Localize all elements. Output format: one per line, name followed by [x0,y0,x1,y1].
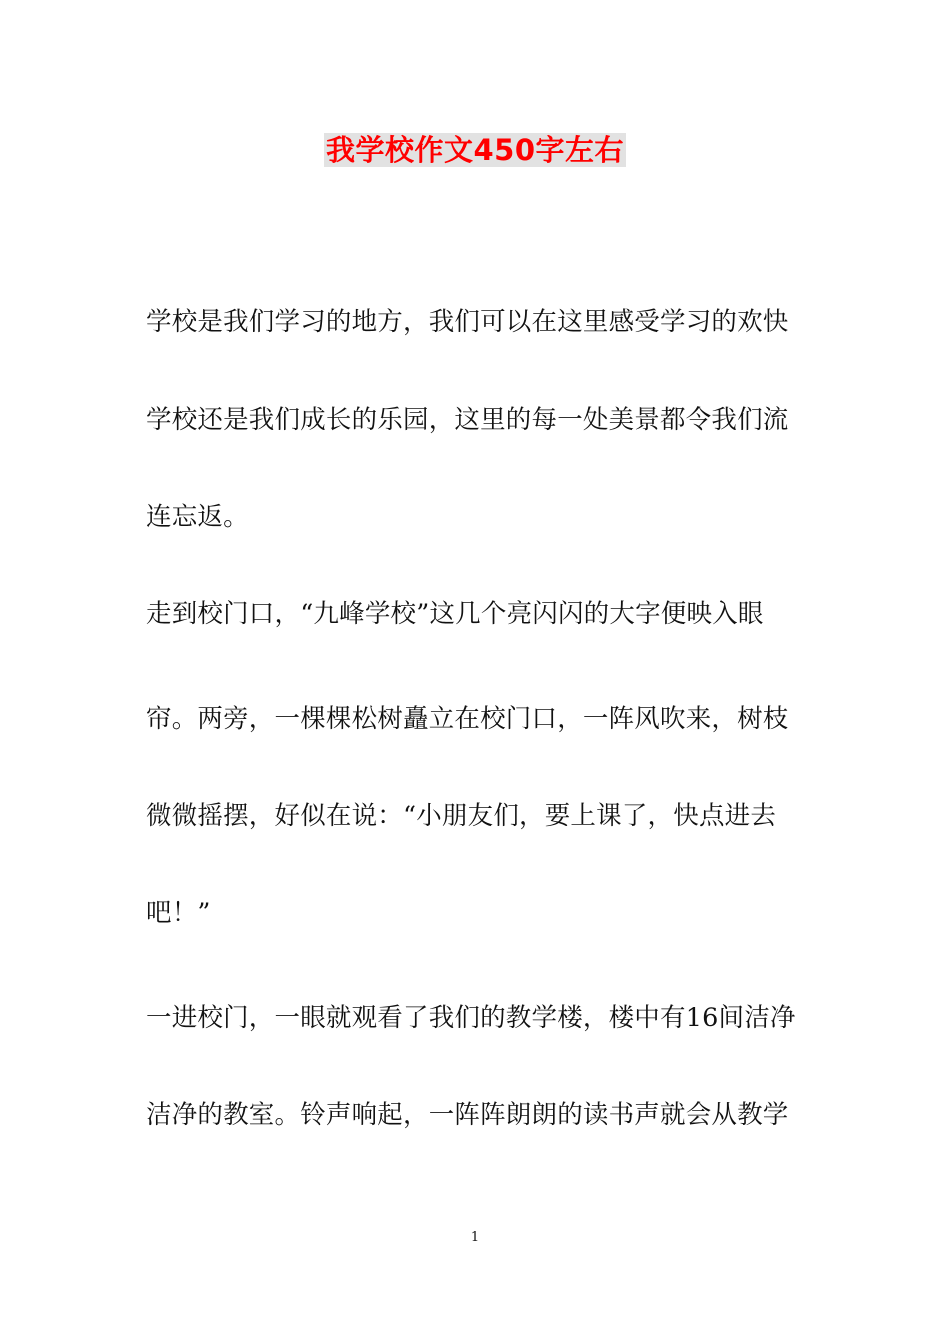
document-title [0,128,950,172]
page-number: 1 [470,1230,480,1245]
body-line-6: 微微摇摆，好似在说：“小朋友们，要上课了，快点进去 [146,801,777,831]
body-line-3: 连忘返。 [146,502,249,532]
body-line-2: 学校还是我们成长的乐园，这里的每一处美景都令我们流 [146,405,789,435]
document-title-text: 我学校作文450字左右 [325,133,625,167]
body-line-7: 吧！” [146,898,211,928]
body-line-9: 洁净的教室。铃声响起，一阵阵朗朗的读书声就会从教学 [146,1100,789,1130]
body-line-1: 学校是我们学习的地方，我们可以在这里感受学习的欢快 [146,307,789,337]
body-line-4: 走到校门口，“九峰学校”这几个亮闪闪的大字便映入眼 [146,599,764,629]
body-line-5: 帘。两旁，一棵棵松树矗立在校门口，一阵风吹来，树枝 [146,704,789,734]
body-line-8: 一进校门，一眼就观看了我们的教学楼，楼中有16间洁净 [146,1003,796,1033]
